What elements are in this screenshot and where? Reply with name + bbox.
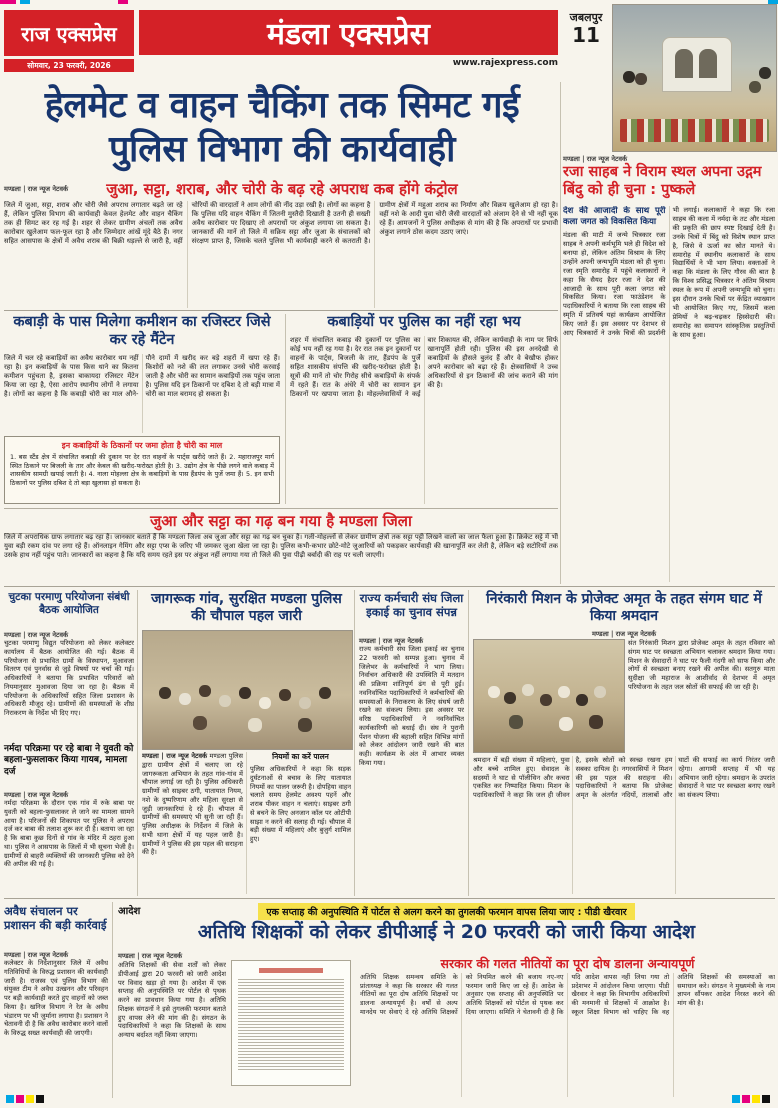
flower-wreaths	[620, 119, 770, 142]
masthead-brand: राज एक्सप्रेस	[4, 10, 134, 56]
people-figures	[474, 640, 478, 644]
jagruk-body-text: मण्डला पुलिस द्वारा ग्रामीण क्षेत्रों में चलाए जा रहे जागरूकता अभियान के तहत गांव-गांव में चौपाल लगाई जा रही है। पुलिस अधिकारी ग्रामीणों को साइबर ठगी, यातायात नियम, नशे के दुष्परिणाम और महिला सुरक्षा से जुड़ी जानकारियां दे रहे हैं। चौपाल में ग्रामीणों की समस्याएं भी सुनी जा रही हैं। पुलिस अधीक्षक के निर्देशन में जिले के सभी थाना क्षेत्रों में यह पहल जारी है। ग्रामीणों ने पुलिस की इस पहल की सराहना की है।	[142, 752, 243, 857]
memorial-arch	[699, 49, 717, 78]
info-box-title: इन कबाड़ियों के ठिकानों पर जमा होता है चोरी का माल	[61, 441, 223, 450]
info-box	[4, 436, 280, 504]
memorial-photo	[612, 4, 777, 152]
karmchari-headline: राज्य कर्मचारी संघ जिला इकाई का चुनाव संपन्न	[359, 591, 464, 620]
jagruk-body2-text: पुलिस अधिकारियों ने कहा कि सड़क दुर्घटनाओं से बचाव के लिए यातायात नियमों का पालन जरूरी है। दोपहिया वाहन चलाते समय हेलमेट अवश्य पहनें और शराब पीकर वाहन न चलाएं। साइबर ठगी से बचने के लिए अनजान कॉल पर ओटीपी साझा न करने की सलाह दी गई। चौपाल में बड़ी संख्या में महिलाएं और बुजुर्ग शामिल हुए।	[250, 764, 351, 844]
aadesh-headline: अतिथि शिक्षकों को लेकर डीपीआई ने 20 फरवरी को जारी किया आदेश	[197, 921, 696, 943]
jagruk-crosshead: नियमों का करें पालन	[272, 752, 329, 761]
aadesh-subhead: सरकार की गलत नीतियों का पूरा दोष डालना अन्यायपूर्ण	[440, 956, 695, 971]
print-mark-yellow	[752, 1095, 760, 1103]
kabadi-register-headline: कबाड़ी के पास मिलेगा कमीशन का रजिस्टर जिसे कर रहे मैंटेन	[13, 314, 271, 348]
aadesh-label: आदेश	[118, 906, 141, 917]
letter-text-lines	[238, 977, 344, 1071]
print-mark-magenta	[742, 1095, 750, 1103]
masthead-page-number: 11	[572, 23, 600, 47]
raja-headline: रजा साहब ने विराम स्थल अपना उद्गम बिंदु को ही चुना : पुष्कले	[563, 164, 762, 199]
masthead-website: www.rajexpress.com	[452, 58, 558, 68]
chaupal-photo	[142, 630, 353, 750]
raja-byline: मण्डला | राज न्यूज नेटवर्क	[563, 155, 628, 163]
print-mark-magenta	[16, 1095, 24, 1103]
print-mark-black	[36, 1095, 44, 1103]
nanda-byline: मण्डला | राज न्यूज नेटवर्क	[4, 791, 69, 799]
nirankari-headline: निरंकारी मिशन के प्रोजेक्ट अमृत के तहत संगम घाट में किया श्रमदान	[486, 591, 762, 625]
aadesh-byline: मण्डला | राज न्यूज नेटवर्क	[118, 952, 183, 960]
memorial-structure	[662, 37, 732, 92]
avaidh-byline: मण्डला | राज न्यूज नेटवर्क	[4, 951, 69, 959]
memorial-arch	[675, 49, 693, 78]
people-figures	[143, 631, 147, 635]
jagruk-body	[142, 752, 351, 894]
raja-leadin: देश की आजादी के साथ पूरी कला जगत को विकसित किया	[563, 206, 666, 228]
lead-subhead: जुआ, सट्टा, शराब, और चोरी के बढ़ रहे अपराध कब होंगे कंट्रोल	[106, 180, 458, 198]
letter-header	[259, 968, 323, 973]
people-figures	[613, 5, 617, 9]
info-box-body: 1. बस स्टैंड क्षेत्र में संचालित कबाड़ी की दुकान पर देर रात वाहनों के पार्ट्स खरीदे जाते हैं। 2. महाराजपुर मार्ग स्थित ठिकाने पर बिजली के तार और केबल की खरीद-फरोख्त होती है। 3. उद्योग क्षेत्र के पीछे लगने वाले कबाड़ में शासकीय सामग्री खपाई जाती है। 4. नाला मोहल्ला क्षेत्र के कबाड़ियों के पास हैंडपंप के पुर्जे जमा हैं। 5. इन सभी ठिकानों पर पुलिस दबिश दे तो बड़ा खुलासा हो सकता है।	[10, 453, 274, 487]
print-mark-black	[762, 1095, 770, 1103]
jagruk-headline: जागरूक गांव, सुरक्षित मण्डला पुलिस की चौपाल पहल जारी	[151, 591, 342, 625]
lead-byline: मण्डला | राज न्यूज नेटवर्क	[4, 185, 69, 193]
masthead-title: मंडला एक्सप्रेस	[139, 10, 558, 55]
avaidh-headline: अवैध संचालन पर प्रशासन की बड़ी कार्रवाई	[4, 904, 107, 933]
nirankari-byline: मण्डला | राज न्यूज नेटवर्क	[591, 630, 657, 638]
lead-headline: हेलमेट व वाहन चैकिंग तक सिमट गई पुलिस विभाग की कार्यवाही	[44, 85, 520, 170]
print-mark	[20, 0, 30, 4]
nirankari-body-side: संत निरंकारी मिशन द्वारा प्रोजेक्ट अमृत के तहत रविवार को संगम घाट पर स्वच्छता अभियान चलाकर श्रमदान किया गया। मिशन के सेवादारों ने घाट पर फैली गंदगी को साफ किया और लोगों से स्वच्छता बनाए रखने की अपील की। सतगुरु माता सुदीक्षा जी महाराज के आशीर्वाद से देशभर में अमृत परियोजना के तहत जल स्रोतों की सफाई की जा रही है।	[628, 639, 775, 691]
kabadi-register-body: जिले में चल रहे कबाड़ियों का अवैध कारोबार थम नहीं रहा है। इन कबाड़ियों के पास किस थाने का कितना कमीशन पहुंचता है, इसका बाकायदा रजिस्टर मेंटेन किया जा रहा है, ऐसा आरोप स्थानीय लोगों ने लगाया है। लोगों का कहना है कि कबाड़ी चोरी का माल औने-पौने दामों में खरीद कर बड़े शहरों में खपा रहे हैं। किशोरों को नशे की लत लगाकर उनसे चोरी करवाई जाती है और चोरी का सामान कबाड़ियों तक पहुंच जाता है। पुलिस यदि इन ठिकानों पर दबिश दे तो बड़ी मात्रा में चोरी का माल बरामद हो सकता है।	[4, 354, 280, 399]
karmchari-byline: मण्डला | राज न्यूज नेटवर्क	[359, 637, 424, 645]
print-mark-cyan	[732, 1095, 740, 1103]
raja-body	[563, 206, 775, 582]
print-mark-cyan	[6, 1095, 14, 1103]
jagruk-byline: मण्डला | राज न्यूज नेटवर्क	[142, 752, 208, 760]
aadesh-body-right: अतिथि शिक्षक समन्वय समिति के प्रांताध्यक्ष ने कहा कि सरकार की गलत नीतियों का पूरा दोष अतिथि शिक्षकों पर डालना अन्यायपूर्ण है। वर्षों से अल्प मानदेय पर सेवाएं दे रहे अतिथि शिक्षकों को नियमित करने की बजाय नए-नए फरमान जारी किए जा रहे हैं। आदेश के अनुसार एक सप्ताह की अनुपस्थिति पर अतिथि शिक्षकों को पोर्टल से पृथक कर दिया जाएगा। समिति ने चेतावनी दी है कि यदि आदेश वापस नहीं लिया गया तो प्रदेशभर में आंदोलन किया जाएगा। पीडी खैरवार ने कहा कि विभागीय अधिकारियों की मनमानी से शिक्षकों में आक्रोश है। स्कूल शिक्षा विभाग को चाहिए कि वह अतिथि शिक्षकों की समस्याओं का समाधान करे। संगठन ने मुख्यमंत्री के नाम ज्ञापन सौंपकर आदेश निरस्त करने की मांग की है।	[360, 973, 775, 1016]
aadesh-strip-row	[118, 900, 775, 920]
lead-body: जिले में जुआ, सट्टा, शराब और चोरी जैसे अपराध लगातार बढ़ते जा रहे हैं, लेकिन पुलिस विभाग की कार्यवाही केवल हेलमेट और वाहन चैकिंग तक ही सिमट कर रह गई है। शहर से लेकर ग्रामीण अंचलों तक अवैध कारोबार खुलेआम फल-फूल रहा है और जिम्मेदार आंखें मूंदे बैठे हैं। नगर सहित आसपास के क्षेत्रों में अवैध शराब की बिक्री धड़ल्ले से जारी है, वहीं चोरियों की वारदातों ने आम लोगों की नींद उड़ा रखी है। लोगों का कहना है कि पुलिस यदि वाहन चैकिंग में जितनी मुस्तैदी दिखाती है उतनी ही सख्ती अवैध कारोबार पर दिखाए तो अपराधों पर अंकुश लगाया जा सकता है। जानकारों की मानें तो जिले में सक्रिय सट्टा और जुआ के संचालकों को संरक्षण प्राप्त है, जिसके चलते पुलिस भी कार्यवाही करने से कतराती है। ग्रामीण क्षेत्रों में महुआ शराब का निर्माण और विक्रय खुलेआम हो रहा है। वहीं नशे के आदी युवा चोरी जैसी वारदातों को अंजाम देने से भी नहीं चूक रहे हैं। आमजनों ने पुलिस अधीक्षक से मांग की है कि अपराधों पर प्रभावी अंकुश लगाने ठोस कदम उठाए जाएं।	[4, 201, 558, 246]
avaidh-body: कलेक्टर के निर्देशानुसार जिले में अवैध गतिविधियों के विरुद्ध प्रशासन की कार्यवाही जारी है। राजस्व एवं पुलिस विभाग की संयुक्त टीम ने अवैध उत्खनन और परिवहन पर बड़ी कार्यवाही करते हुए वाहनों को जब्त किया है। खनिज विभाग ने रेत के अवैध भंडारण पर भी जुर्माना लगाया है। प्रशासन ने चेतावनी दी है कि अवैध कारोबार करने वालों के विरुद्ध सख्त कार्यवाही की जाएगी।	[4, 959, 108, 1038]
print-mark	[0, 0, 16, 4]
gambling-banner-headline: जुआ और सट्टा का गढ़ बन गया है मण्डला जिला	[4, 508, 558, 534]
aadesh-body-left: अतिथि शिक्षकों की सेवा शर्तों को लेकर डीपीआई द्वारा 20 फरवरी को जारी आदेश पर विवाद खड़ा हो गया है। आदेश में एक सप्ताह की अनुपस्थिति पर पोर्टल से पृथक करने का प्रावधान किया गया है। अतिथि शिक्षक संगठनों ने इसे तुगलकी फरमान बताते हुए वापस लेने की मांग की है। संगठन के पदाधिकारियों ने कहा कि शिक्षकों के साथ अन्याय बर्दाश्त नहीं किया जाएगा।	[118, 961, 226, 1040]
masthead-city: जबलपुर	[569, 11, 603, 24]
gambling-body: जिले में अपराधिक ग्राफ लगातार बढ़ रहा है। जानकार बताते हैं कि मण्डला जिला अब जुआ और सट्टा का गढ़ बन चुका है। गली-मोहल्लों से लेकर ग्रामीण क्षेत्रों तक सट्टा पट्टी लिखने वालों का जाल फैला हुआ है। क्रिकेट सट्टे में भी युवा बड़ी रकम दांव पर लगा रहे हैं। ऑनलाइन गेमिंग और सट्टा एप्स के जरिए भी जमकर जुआ खेला जा रहा है। पुलिस कभी-कभार छोटे-मोटे जुआरियों को पकड़कर कार्यवाही की खानापूर्ति कर लेती है, लेकिन बड़े सटोरियों तक उसके हाथ नहीं पहुंच पाते। जानकारों का कहना है कि यदि समय रहते इस पर अंकुश नहीं लगाया गया तो जिले की युवा पीढ़ी बर्बादी की राह पर चली जाएगी।	[4, 533, 558, 560]
masthead-date: सोमवार, 23 फरवरी, 2026	[4, 59, 134, 72]
kabadi-fear-body: शहर में संचालित कबाड़ की दुकानों पर पुलिस का कोई भय नहीं रह गया है। देर रात तक इन दुकानों पर वाहनों के पार्ट्स, बिजली के तार, हैंडपंप के पुर्जे सहित शासकीय संपत्ति की खरीद-फरोख्त होती है। सूत्रों की मानें तो चोर गिरोह सीधे कबाड़ियों के संपर्क में रहते हैं। रात के अंधेरे में चोरी का सामान इन ठिकानों पर खपाया जाता है। मोहल्लेवासियों ने कई बार शिकायत की, लेकिन कार्यवाही के नाम पर सिर्फ खानापूर्ति होती रही। पुलिस की इस अनदेखी से कबाड़ियों के हौसले बुलंद हैं और वे बेखौफ होकर अपने कारोबार को बढ़ा रहे हैं। क्षेत्रवासियों ने उच्च अधिकारियों से इन ठिकानों की जांच कराने की मांग की है।	[290, 336, 558, 399]
nanda-body: नर्मदा परिक्रमा के दौरान एक गांव में रुके बाबा पर युवती को बहला-फुसलाकर ले जाने का मामला सामने आया है। परिजनों की शिकायत पर पुलिस ने अपराध दर्ज कर बाबा की तलाश शुरू कर दी है। बताया जा रहा है कि बाबा कुछ दिनों से गांव के मंदिर में ठहरा हुआ था। पुलिस ने आसपास के जिलों में भी सूचना भेजी है। ग्रामीणों से बाहरी व्यक्तियों की जानकारी पुलिस को देने की अपील की गई है।	[4, 799, 134, 869]
chutka-byline: मण्डला | राज न्यूज नेटवर्क	[4, 631, 69, 639]
karmchari-body: राज्य कर्मचारी संघ जिला इकाई का चुनाव 22 फरवरी को सम्पन्न हुआ। चुनाव में जिलेभर के कर्मचारियों ने भाग लिया। निर्वाचन अधिकारी की उपस्थिति में मतदान की प्रक्रिया शांतिपूर्ण ढंग से पूरी हुई। नवनिर्वाचित पदाधिकारियों ने कर्मचारियों की समस्याओं के निराकरण के लिए संघर्ष जारी रखने का संकल्प लिया। इस अवसर पर वरिष्ठ पदाधिकारियों ने नवनिर्वाचित कार्यकारिणी को बधाई दी। संघ ने पुरानी पेंशन योजना की बहाली सहित विभिन्न मांगों को लेकर आंदोलन जारी रखने की बात कही। कार्यक्रम के अंत में आभार व्यक्त किया गया।	[359, 645, 464, 767]
chutka-body: चुटका परमाणु विद्युत परियोजना को लेकर कलेक्टर कार्यालय में बैठक आयोजित की गई। बैठक में परियोजना से प्रभावित ग्रामों के विस्थापन, मुआवजा वितरण एवं पुनर्वास से जुड़े विषयों पर चर्चा की गई। अधिकारियों ने बताया कि प्रभावित परिवारों को नियमानुसार मुआवजा दिया जा रहा है। बैठक में परियोजना के अधिकारियों सहित जिला प्रशासन के अधिकारी मौजूद रहे। ग्रामीणों की समस्याओं के शीघ्र निराकरण के निर्देश भी दिए गए।	[4, 639, 134, 718]
shramdan-photo	[473, 639, 625, 753]
raja-body-text: मंडला की माटी में जन्मे चित्रकार रजा साहब ने अपनी कर्मभूमि भले ही विदेश को बनाया हो, लेकिन अंतिम विश्राम के लिए उन्होंने अपनी जन्मभूमि मंडला को ही चुना। रजा स्मृति समारोह में पहुंचे कलाकारों ने कहा कि सैयद हैदर रजा ने देश की आजादी के साथ पूरी कला जगत को विकसित किया। रजा फाउंडेशन के पदाधिकारियों ने बताया कि रजा साहब की स्मृति में प्रतिवर्ष यहां कार्यक्रम आयोजित किए जाते हैं। इस अवसर पर देशभर से आए चित्रकारों ने उनके चित्रों की प्रदर्शनी भी लगाई। कलाकारों ने कहा कि रजा साहब की कला में नर्मदा के तट और मंडला की प्रकृति की छाप स्पष्ट दिखाई देती है। उनके चित्रों में बिंदु को विशेष स्थान प्राप्त है, जिसे वे ऊर्जा का स्रोत मानते थे। समारोह में स्थानीय कलाकारों के साथ विद्यार्थियों ने भी भाग लिया। वक्ताओं ने कहा कि मंडला के लिए गौरव की बात है कि विश्व प्रसिद्ध चित्रकार ने अंतिम विश्राम स्थल के रूप में अपनी जन्मभूमि को चुना। इस दौरान उनके चित्रों पर केंद्रित व्याख्यान भी आयोजित किए गए, जिसमें कला प्रेमियों ने बढ़-चढ़कर हिस्सेदारी की। समारोह का समापन सांस्कृतिक प्रस्तुतियों के साथ हुआ।	[563, 206, 775, 339]
nirankari-body-bottom: श्रमदान में बड़ी संख्या में महिलाएं, युवा और बच्चे शामिल हुए। सेवादल के सदस्यों ने घाट से पॉलीथिन और कचरा एकत्रित कर निष्पादित किया। मिशन के पदाधिकारियों ने कहा कि जल ही जीवन है, इसके स्रोतों को स्वच्छ रखना हम सबका दायित्व है। नगरवासियों ने मिशन की इस पहल की सराहना की। पदाधिकारियों ने बताया कि प्रोजेक्ट अमृत के अंतर्गत नदियों, तालाबों और घाटों की सफाई का कार्य निरंतर जारी रहेगा। आगामी सप्ताह में भी यह अभियान जारी रहेगा। श्रमदान के उपरांत सेवादारों ने घाट पर स्वच्छता बनाए रखने का संकल्प लिया।	[473, 756, 775, 800]
aadesh-strip: एक सप्ताह की अनुपस्थिति में पोर्टल से अलग करने का तुगलकी फरमान वापस लिया जाए : पीडी खैरवार	[258, 903, 634, 920]
print-mark-yellow	[26, 1095, 34, 1103]
nanda-headline: नर्मदा परिक्रमा पर रहे बाबा ने युवती को बहला-फुसलाकर किया गायब, मामला दर्ज	[4, 744, 134, 777]
order-letter-image	[231, 960, 351, 1086]
print-mark	[118, 0, 128, 4]
kabadi-fear-headline: कबाड़ियों पर पुलिस का नहीं रहा भय	[327, 314, 521, 330]
chutka-headline: चुटका परमाणु परियोजना संबंधी बैठक आयोजित	[8, 591, 130, 616]
